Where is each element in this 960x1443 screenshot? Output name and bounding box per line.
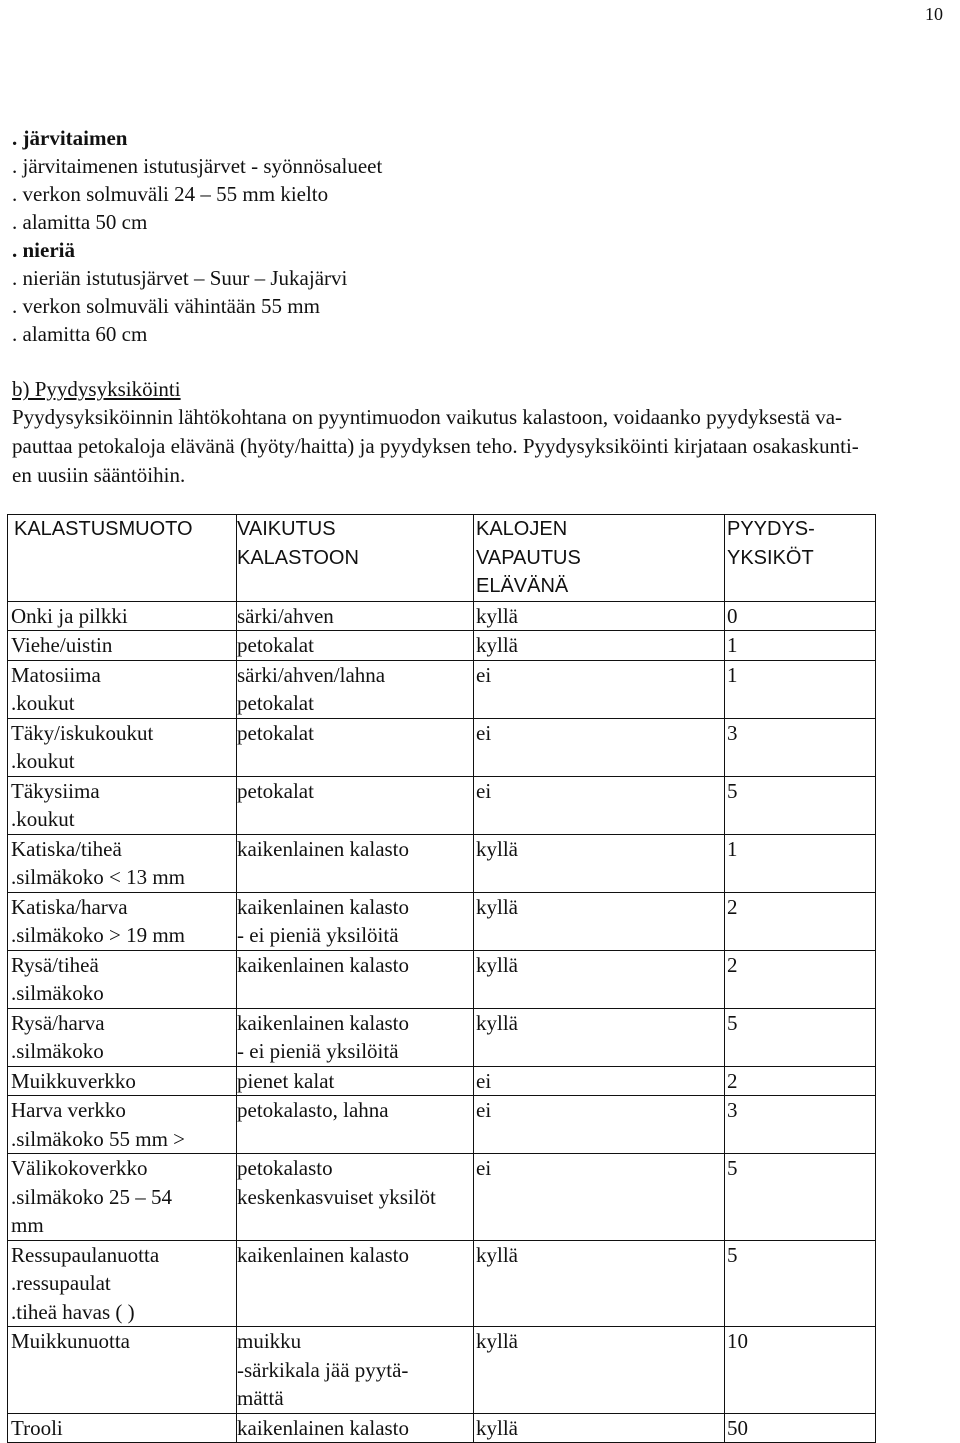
header-line: KALASTOON (237, 546, 359, 569)
cell-units (725, 1066, 876, 1096)
cell-effect (237, 601, 474, 631)
cell-line: Ressupaulanuotta (11, 1242, 160, 1267)
cell-line: 50 (727, 1415, 748, 1440)
cell-line: särki/ahven/lahna (237, 662, 386, 687)
cell-units (725, 601, 876, 631)
table-row (8, 1008, 876, 1066)
cell-line: kaikenlainen kalasto (237, 1010, 410, 1035)
cell-release (474, 892, 725, 950)
cell-line: - ei pieniä yksilöitä (237, 923, 399, 947)
cell-line: kaikenlainen kalasto (237, 894, 410, 919)
cell-line: 2 (727, 1068, 738, 1093)
cell-line: Muikkunuotta (11, 1329, 130, 1353)
bullet-item: . verkon solmuväli vähintään 55 mm (12, 294, 320, 318)
cell-method (8, 1096, 237, 1154)
cell-line: kyllä (476, 603, 518, 628)
cell-line: petokalasto, lahna (237, 1098, 389, 1122)
cell-line: Harva verkko (11, 1098, 126, 1122)
cell-line: 3 (727, 1098, 738, 1122)
table-row (8, 1154, 876, 1241)
header-line: ELÄVÄNÄ (476, 575, 569, 597)
cell-release (474, 1096, 725, 1154)
table-row (8, 1327, 876, 1414)
cell-effect (237, 1413, 474, 1443)
cell-line: särki/ahven (237, 603, 334, 628)
table-row (8, 834, 876, 892)
cell-method (8, 950, 237, 1008)
cell-units (725, 834, 876, 892)
cell-units (725, 1240, 876, 1327)
section-heading: b) Pyydysyksiköinti (12, 377, 181, 401)
table-row (8, 776, 876, 834)
cell-line: Täkysiima (11, 778, 100, 803)
bullet-item: . nieriä (12, 238, 75, 262)
cell-effect (237, 631, 474, 661)
cell-line: petokalasto (237, 1156, 333, 1180)
table-row (8, 660, 876, 718)
bullet-item: . alamitta 60 cm (12, 322, 148, 346)
cell-units (725, 1008, 876, 1066)
cell-line: Katiska/tiheä (11, 836, 122, 861)
paragraph-line: pauttaa petokaloja elävänä (hyöty/haitta) ja pyydyksen teho. Pyydysyksiköinti kirjataan osakaskunti- (12, 434, 859, 458)
header-line: VAPAUTUS (476, 546, 581, 569)
cell-line: Katiska/harva (11, 894, 128, 919)
cell-units (725, 718, 876, 776)
cell-line: .silmäkoko (11, 1039, 104, 1063)
cell-release (474, 601, 725, 631)
cell-line: kaikenlainen kalasto (237, 952, 410, 977)
cell-line: kaikenlainen kalasto (237, 1415, 410, 1440)
cell-line: petokalat (237, 720, 314, 745)
cell-line: - ei pieniä yksilöitä (237, 1039, 399, 1063)
table-row (8, 1066, 876, 1096)
cell-line: 0 (727, 603, 738, 628)
cell-method (8, 660, 237, 718)
cell-line: .silmäkoko > 19 mm (11, 923, 186, 947)
header-line: YKSIKÖT (727, 546, 814, 569)
cell-line: 1 (727, 633, 738, 657)
table-row (8, 892, 876, 950)
cell-release (474, 834, 725, 892)
cell-units (725, 1096, 876, 1154)
header-effect (237, 515, 474, 602)
cell-line: Rysä/tiheä (11, 952, 99, 977)
cell-method (8, 892, 237, 950)
cell-line: ei (476, 1156, 492, 1180)
cell-line: mm (11, 1213, 44, 1237)
cell-line: ei (476, 662, 492, 687)
cell-line: .koukut (11, 691, 75, 715)
cell-line: keskenkasvuiset yksilöt (237, 1184, 436, 1209)
cell-line: 3 (727, 720, 738, 745)
cell-line: ei (476, 1068, 492, 1093)
table-row (8, 1240, 876, 1327)
table-row (8, 950, 876, 1008)
table-row (8, 1096, 876, 1154)
cell-release (474, 950, 725, 1008)
cell-units (725, 950, 876, 1008)
cell-line: .silmäkoko (11, 981, 104, 1005)
cell-effect (237, 1240, 474, 1327)
cell-method (8, 1008, 237, 1066)
cell-line: 5 (727, 778, 738, 803)
cell-line: -särkikala jää pyytä- (237, 1357, 409, 1382)
cell-line: petokalat (237, 778, 314, 803)
cell-line: 10 (727, 1329, 748, 1353)
bullet-item: . järvitaimen (12, 126, 128, 150)
header-method (8, 515, 237, 602)
cell-line: Matosiima (11, 662, 101, 687)
cell-line: Viehe/uistin (11, 633, 113, 657)
cell-line: Trooli (11, 1415, 63, 1440)
cell-release (474, 1008, 725, 1066)
cell-line: ei (476, 778, 492, 803)
cell-line: Välikokoverkko (11, 1156, 148, 1180)
cell-line: petokalat (237, 633, 314, 657)
paragraph-line: Pyydysyksiköinnin lähtökohtana on pyyntimuodon vaikutus kalastoon, voidaanko pyydyksestä va- (12, 405, 843, 429)
cell-effect (237, 892, 474, 950)
cell-effect (237, 660, 474, 718)
cell-effect (237, 1096, 474, 1154)
cell-release (474, 1413, 725, 1443)
cell-line: 1 (727, 836, 738, 861)
cell-line: ei (476, 1098, 492, 1122)
cell-line: .tiheä havas ( ) (11, 1299, 135, 1324)
bullet-item: . verkon solmuväli 24 – 55 mm kielto (12, 182, 329, 206)
bullet-item: . nieriän istutusjärvet – Suur – Jukajärvi (12, 266, 348, 290)
header-line: KALOJEN (476, 518, 568, 540)
cell-line: kyllä (476, 633, 518, 657)
cell-method (8, 718, 237, 776)
cell-units (725, 631, 876, 661)
cell-line: 5 (727, 1156, 738, 1180)
cell-method (8, 776, 237, 834)
cell-units (725, 776, 876, 834)
cell-effect (237, 776, 474, 834)
bullet-item: . järvitaimenen istutusjärvet - syönnösalueet (12, 154, 383, 178)
cell-line: .silmäkoko 25 – 54 (11, 1184, 172, 1209)
cell-release (474, 1240, 725, 1327)
cell-effect (237, 950, 474, 1008)
cell-line: kaikenlainen kalasto (237, 1242, 410, 1267)
header-line: KALASTUSMUOTO (14, 518, 193, 540)
cell-line: .silmäkoko < 13 mm (11, 865, 186, 889)
cell-effect (237, 1327, 474, 1414)
cell-method (8, 601, 237, 631)
cell-units (725, 1413, 876, 1443)
cell-line: 5 (727, 1010, 738, 1035)
cell-units (725, 660, 876, 718)
cell-line: ei (476, 720, 492, 745)
cell-release (474, 1154, 725, 1241)
cell-line: kaikenlainen kalasto (237, 836, 410, 861)
cell-units (725, 1327, 876, 1414)
cell-units (725, 892, 876, 950)
cell-method (8, 834, 237, 892)
cell-method (8, 1154, 237, 1241)
page-number: 10 (925, 4, 943, 24)
header-line: VAIKUTUS (237, 518, 336, 540)
cell-line: kyllä (476, 1415, 518, 1440)
table-row (8, 631, 876, 661)
cell-line: muikku (237, 1329, 302, 1353)
cell-effect (237, 1066, 474, 1096)
cell-method (8, 1327, 237, 1414)
cell-method (8, 631, 237, 661)
cell-line: kyllä (476, 1329, 518, 1353)
cell-line: kyllä (476, 894, 518, 919)
cell-line: Rysä/harva (11, 1010, 105, 1035)
fishing-gear-table (7, 514, 876, 1443)
cell-line: .koukut (11, 749, 75, 773)
cell-effect (237, 1154, 474, 1241)
cell-line: pienet kalat (237, 1068, 335, 1093)
cell-release (474, 1066, 725, 1096)
cell-release (474, 660, 725, 718)
header-release (474, 515, 725, 602)
cell-effect (237, 718, 474, 776)
table-row (8, 1413, 876, 1443)
cell-line: Onki ja pilkki (11, 603, 128, 628)
cell-effect (237, 834, 474, 892)
cell-line: petokalat (237, 691, 314, 715)
cell-units (725, 1154, 876, 1241)
cell-line: Muikkuverkko (11, 1068, 136, 1093)
cell-line: kyllä (476, 1242, 518, 1267)
cell-release (474, 1327, 725, 1414)
bullet-item: . alamitta 50 cm (12, 210, 148, 234)
cell-line: 1 (727, 662, 738, 687)
bullet-list (12, 124, 382, 348)
cell-line: .silmäkoko 55 mm > (11, 1126, 186, 1151)
cell-method (8, 1240, 237, 1327)
cell-line: 5 (727, 1242, 738, 1267)
cell-line: .koukut (11, 807, 75, 831)
cell-line: 2 (727, 952, 738, 977)
cell-line: kyllä (476, 836, 518, 861)
paragraph-line: en uusiin sääntöihin. (12, 463, 186, 487)
cell-line: kyllä (476, 952, 518, 977)
cell-release (474, 631, 725, 661)
cell-line: .ressupaulat (11, 1271, 111, 1295)
cell-release (474, 718, 725, 776)
table-row (8, 601, 876, 631)
cell-release (474, 776, 725, 834)
header-line: PYYDYS- (727, 518, 815, 540)
section-paragraph (12, 403, 957, 490)
cell-line: mättä (237, 1386, 284, 1410)
cell-method (8, 1413, 237, 1443)
cell-line: 2 (727, 894, 738, 919)
header-units (725, 515, 876, 602)
cell-line: Täky/iskukoukut (11, 720, 154, 745)
table-header-row (8, 515, 876, 602)
cell-method (8, 1066, 237, 1096)
table-row (8, 718, 876, 776)
cell-effect (237, 1008, 474, 1066)
cell-line: kyllä (476, 1010, 518, 1035)
